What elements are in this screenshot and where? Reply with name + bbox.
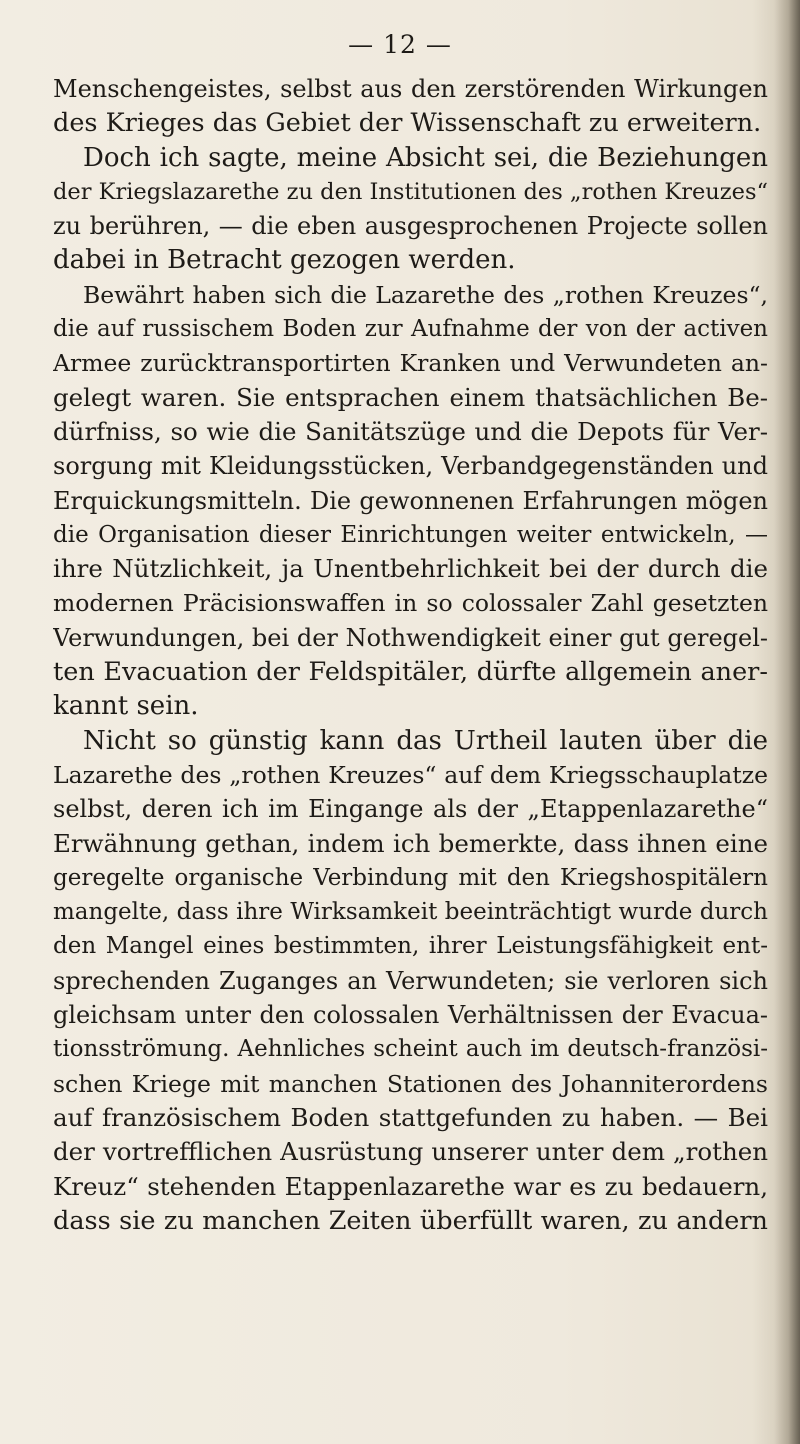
text-line: Erwähnung gethan, indem ich bemerkte, dass ihnen eine — [53, 828, 768, 858]
text-line: Lazarethe des „rothen Kreuzes“ auf dem Kriegsschauplatze — [53, 760, 768, 789]
text-line: sprechenden Zuganges an Verwundeten; sie verloren sich — [53, 966, 768, 995]
text-line: die auf russischem Boden zur Aufnahme der von der activen — [53, 316, 768, 343]
text-line: dabei in Betracht gezogen werden. — [53, 245, 516, 276]
text-line: den Mangel eines bestimmten, ihrer Leistungsfähigkeit ent- — [53, 933, 768, 960]
text-line: die Organisation dieser Einrichtungen weiter entwickeln, — — [53, 521, 768, 548]
paragraph-start-line: Bewährt haben sich die Lazarethe des „rothen Kreuzes“, — [83, 280, 768, 309]
text-line: Erquickungsmitteln. Die gewonnenen Erfahrungen mögen — [53, 486, 768, 515]
text-line: geregelte organische Verbindung mit den Kriegshospitälern — [53, 864, 768, 891]
text-line: Armee zurücktransportirten Kranken und Verwundeten an- — [53, 349, 768, 378]
text-line: dass sie zu manchen Zeiten überfüllt waren, zu andern — [53, 1205, 768, 1236]
text-line: dürfniss, so wie die Sanitätszüge und die Depots für Ver- — [53, 416, 768, 446]
text-line: sorgung mit Kleidungsstücken, Verbandgegenständen und — [53, 452, 768, 481]
text-line: modernen Präcisionswaffen in so colossaler Zahl gesetzten — [53, 589, 768, 618]
text-line: gleichsam unter den colossalen Verhältnissen der Evacua- — [53, 1001, 768, 1030]
text-line: tionsströmung. Aehnliches scheint auch im deutsch-französi- — [53, 1036, 768, 1063]
text-line: selbst, deren ich im Eingange als der „Etappenlazarethe“ — [53, 795, 768, 824]
paragraph-start-line: Doch ich sagte, meine Absicht sei, die Beziehungen — [83, 142, 768, 173]
body-text — [53, 72, 768, 1238]
paragraph-start-line: Nicht so günstig kann das Urtheil lauten über die — [83, 725, 768, 756]
page-number: — 12 — — [348, 30, 452, 59]
page-edge-shadow — [774, 0, 800, 1444]
text-line: kannt sein. — [53, 691, 199, 722]
text-line: der vortrefflichen Ausrüstung unserer unter dem „rothen — [53, 1137, 768, 1167]
text-line: gelegt waren. Sie entsprachen einem thatsächlichen Be- — [53, 382, 768, 412]
text-line: schen Kriege mit manchen Stationen des Johanniterordens — [53, 1069, 768, 1098]
text-line: mangelte, dass ihre Wirksamkeit beeinträchtigt wurde durch — [53, 899, 768, 926]
text-line: Kreuz“ stehenden Etappenlazarethe war es zu bedauern, — [53, 1171, 768, 1201]
text-line: des Krieges das Gebiet der Wissenschaft zu erweitern. — [53, 108, 762, 139]
text-line: ten Evacuation der Feldspitäler, dürfte allgemein aner- — [53, 657, 768, 688]
text-line: Menschengeistes, selbst aus den zerstörenden Wirkungen — [53, 75, 768, 103]
text-line: Verwundungen, bei der Nothwendigkeit einer gut geregel- — [53, 623, 768, 652]
text-line: der Kriegslazarethe zu den Institutionen des „rothen Kreuzes“ — [53, 178, 768, 205]
text-line: zu berühren, — die eben ausgesprochenen Projecte sollen — [53, 212, 768, 241]
text-line: auf französischem Boden stattgefunden zu haben. — Bei — [53, 1102, 768, 1132]
text-line: ihre Nützlichkeit, ja Unentbehrlichkeit bei der durch die — [53, 554, 768, 584]
